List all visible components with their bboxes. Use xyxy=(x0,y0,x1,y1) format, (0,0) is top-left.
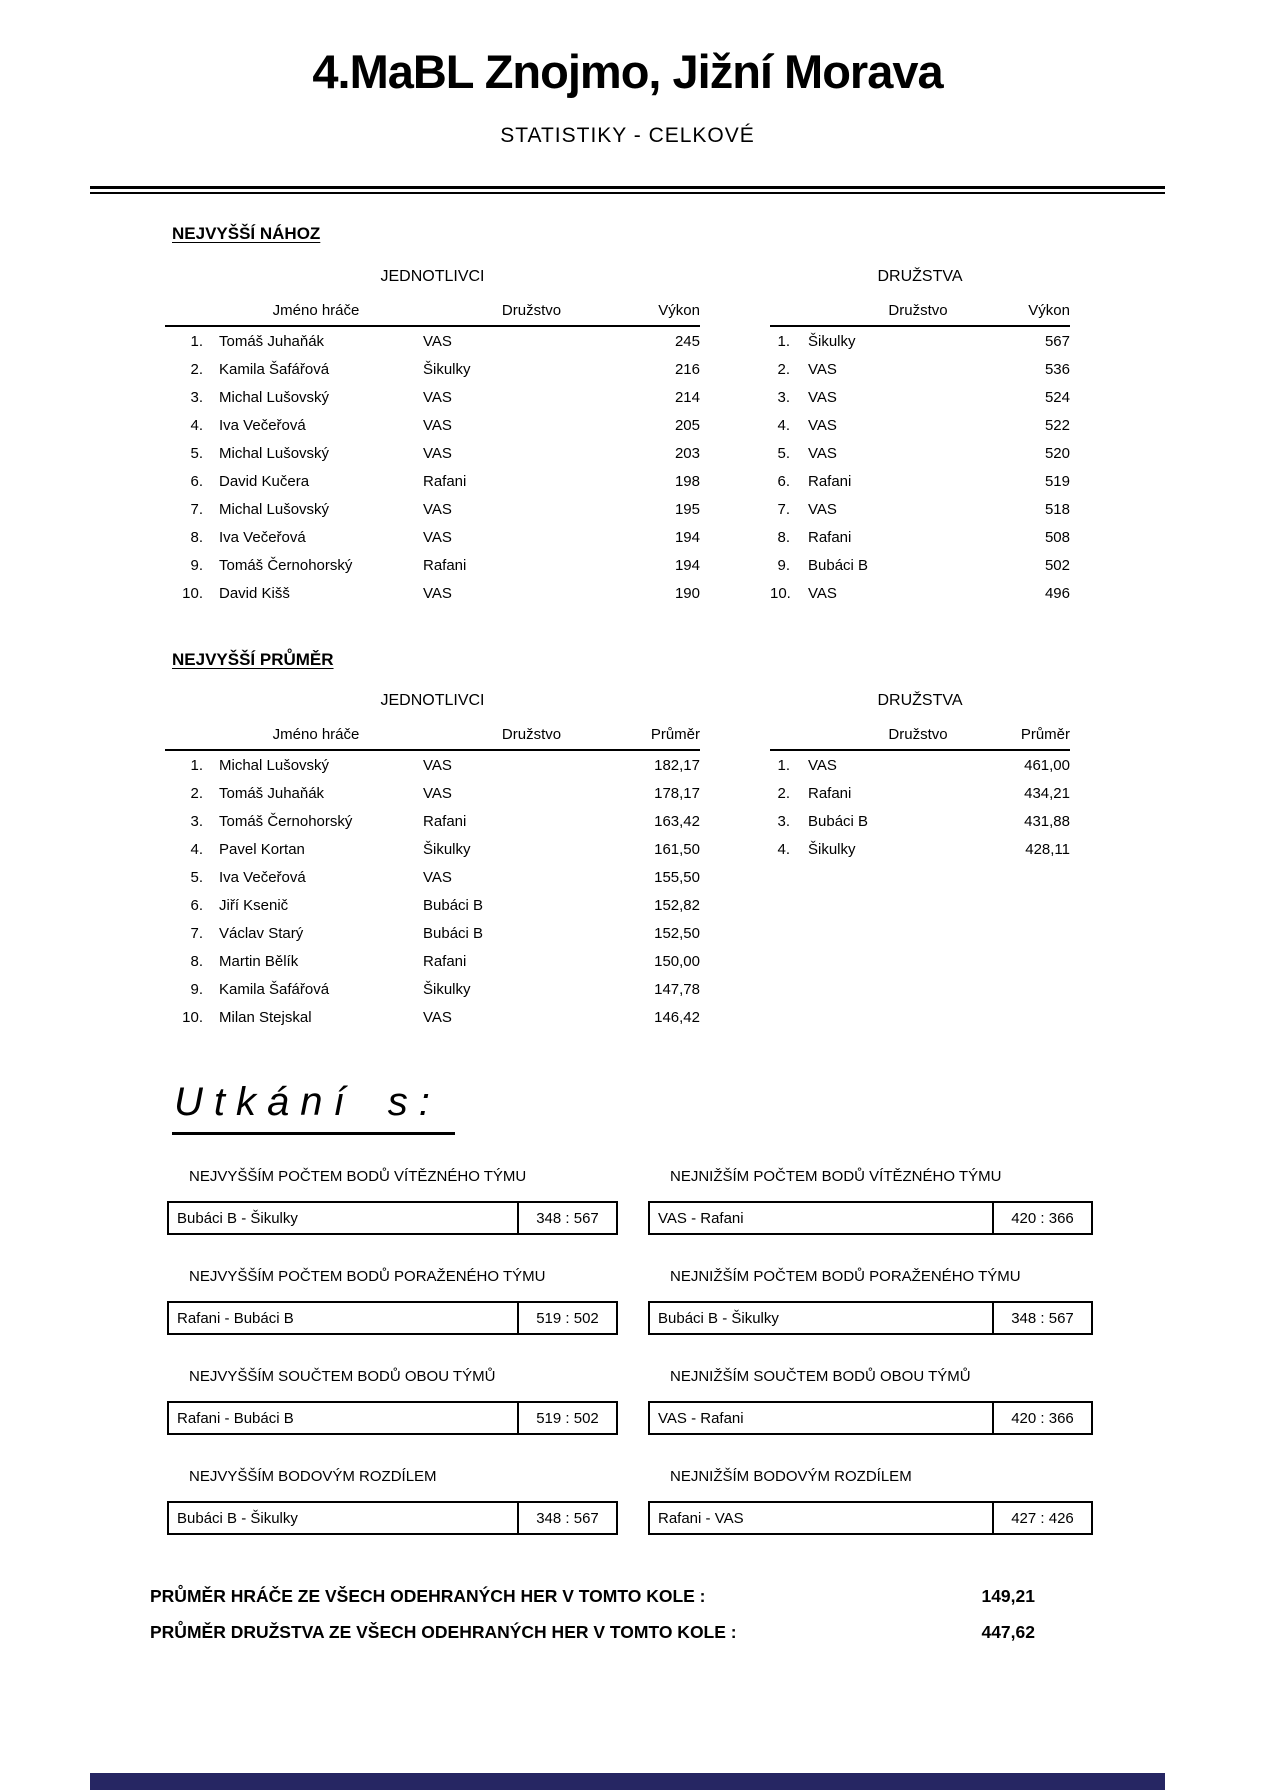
table-title-teams: DRUŽSTVA xyxy=(877,692,963,709)
table-row xyxy=(165,439,700,467)
team-cell: Rafani xyxy=(423,952,467,970)
column-header-player: Jméno hráče xyxy=(272,302,360,319)
rank-cell: 4. xyxy=(190,416,203,434)
match-stat-label: NEJNIŽŠÍM POČTEM BODŮ VÍTĚZNÉHO TÝMU xyxy=(670,1168,1002,1185)
column-header-value: Výkon xyxy=(1028,302,1070,319)
match-box xyxy=(648,1501,1093,1535)
match-stat-item xyxy=(167,1268,618,1368)
value-cell: 147,78 xyxy=(654,980,700,998)
value-cell: 428,11 xyxy=(1025,840,1070,858)
match-teams: Rafani - VAS xyxy=(650,1503,994,1533)
rank-cell: 2. xyxy=(777,360,790,378)
table-row xyxy=(165,327,700,355)
rank-cell: 4. xyxy=(777,840,790,858)
player-name-cell: Iva Večeřová xyxy=(219,416,306,434)
player-name-cell: Tomáš Černohorský xyxy=(219,812,353,830)
table-row xyxy=(165,1003,700,1031)
table-row xyxy=(770,835,1070,863)
match-score: 348 : 567 xyxy=(1011,1309,1074,1327)
column-header-team: Družstvo xyxy=(501,302,562,319)
player-name-cell: Michal Lušovský xyxy=(219,388,330,406)
team-cell: VAS xyxy=(423,756,452,774)
highest-average-individuals-table xyxy=(165,692,700,1031)
table-row xyxy=(770,439,1070,467)
section-heading-highest-throw: NEJVYŠŠÍ NÁHOZ xyxy=(172,224,321,243)
team-cell: VAS xyxy=(423,332,452,350)
team-cell: VAS xyxy=(423,500,452,518)
table-row xyxy=(165,891,700,919)
table-row xyxy=(165,807,700,835)
value-cell: 150,00 xyxy=(654,952,700,970)
rank-cell: 6. xyxy=(777,472,790,490)
value-cell: 178,17 xyxy=(654,784,700,802)
team-cell: Rafani xyxy=(808,528,852,546)
value-cell: 152,82 xyxy=(654,896,700,914)
team-cell: Šikulky xyxy=(808,332,856,350)
team-cell: Bubáci B xyxy=(808,812,869,830)
match-box xyxy=(648,1301,1093,1335)
match-box xyxy=(167,1301,618,1335)
rank-cell: 9. xyxy=(190,556,203,574)
rank-cell: 6. xyxy=(190,896,203,914)
matches-right-column xyxy=(648,1168,1093,1568)
rank-cell: 1. xyxy=(777,756,790,774)
team-cell: Šikulky xyxy=(423,840,471,858)
header-double-rule xyxy=(90,186,1165,194)
player-name-cell: Iva Večeřová xyxy=(219,528,306,546)
column-header-spacer xyxy=(165,726,209,743)
value-cell: 214 xyxy=(674,388,700,406)
column-header-value: Průměr xyxy=(650,726,700,743)
team-cell: VAS xyxy=(423,784,452,802)
rank-cell: 9. xyxy=(777,556,790,574)
table-row xyxy=(165,779,700,807)
match-score: 420 : 366 xyxy=(1011,1209,1074,1227)
rank-cell: 4. xyxy=(777,416,790,434)
table-header-row xyxy=(165,726,700,751)
match-stat-item xyxy=(167,1368,618,1468)
match-box xyxy=(648,1401,1093,1435)
team-cell: VAS xyxy=(423,388,452,406)
value-cell: 536 xyxy=(1044,360,1070,378)
highest-throw-individuals-table xyxy=(165,268,700,607)
rank-cell: 8. xyxy=(777,528,790,546)
match-stat-label: NEJNIŽŠÍM SOUČTEM BODŮ OBOU TÝMŮ xyxy=(670,1368,971,1385)
player-name-cell: Kamila Šafářová xyxy=(219,360,330,378)
match-teams: Bubáci B - Šikulky xyxy=(650,1303,994,1333)
match-stat-item xyxy=(648,1268,1093,1368)
match-teams: VAS - Rafani xyxy=(650,1203,994,1233)
table-row xyxy=(770,355,1070,383)
matches-left-column xyxy=(167,1168,618,1568)
summary-line-team-average xyxy=(150,1622,1035,1643)
rank-cell: 1. xyxy=(777,332,790,350)
team-cell: VAS xyxy=(808,584,837,602)
team-cell: Šikulky xyxy=(423,980,471,998)
value-cell: 520 xyxy=(1044,444,1070,462)
value-cell: 155,50 xyxy=(654,868,700,886)
table-row xyxy=(770,327,1070,355)
rank-cell: 3. xyxy=(190,812,203,830)
match-stat-item xyxy=(648,1368,1093,1468)
rank-cell: 2. xyxy=(190,360,203,378)
player-name-cell: David Kišš xyxy=(219,584,290,602)
highest-average-teams-table xyxy=(770,692,1070,863)
value-cell: 434,21 xyxy=(1024,784,1070,802)
team-cell: Rafani xyxy=(808,472,852,490)
page-title: 4.MaBL Znojmo, Jižní Morava xyxy=(312,45,943,98)
team-cell: VAS xyxy=(423,416,452,434)
team-cell: VAS xyxy=(423,444,452,462)
player-name-cell: Tomáš Juhaňák xyxy=(219,784,325,802)
table-row xyxy=(770,411,1070,439)
value-cell: 195 xyxy=(674,500,700,518)
rank-cell: 6. xyxy=(190,472,203,490)
table-row xyxy=(165,383,700,411)
table-row xyxy=(165,947,700,975)
rank-cell: 3. xyxy=(777,812,790,830)
column-header-team: Družstvo xyxy=(501,726,562,743)
summary-label: PRŮMĚR DRUŽSTVA ZE VŠECH ODEHRANÝCH HER V TOMTO KOLE : xyxy=(150,1622,737,1642)
match-teams: VAS - Rafani xyxy=(650,1403,994,1433)
table-row xyxy=(165,467,700,495)
table-row xyxy=(770,467,1070,495)
summary-value: 447,62 xyxy=(981,1622,1035,1642)
page-subtitle: STATISTIKY - CELKOVÉ xyxy=(500,124,755,147)
match-teams: Bubáci B - Šikulky xyxy=(169,1203,519,1233)
team-cell: VAS xyxy=(808,360,837,378)
table-row xyxy=(165,495,700,523)
rank-cell: 1. xyxy=(190,332,203,350)
player-name-cell: Michal Lušovský xyxy=(219,500,330,518)
match-teams: Rafani - Bubáci B xyxy=(169,1403,519,1433)
rank-cell: 7. xyxy=(777,500,790,518)
summary-value: 149,21 xyxy=(981,1586,1035,1606)
table-row xyxy=(165,751,700,779)
table-title-teams: DRUŽSTVA xyxy=(877,268,963,285)
section-heading-highest-average: NEJVYŠŠÍ PRŮMĚR xyxy=(172,650,334,669)
player-name-cell: Michal Lušovský xyxy=(219,444,330,462)
match-stat-item xyxy=(167,1168,618,1268)
rank-cell: 3. xyxy=(777,388,790,406)
value-cell: 518 xyxy=(1044,500,1070,518)
value-cell: 522 xyxy=(1044,416,1070,434)
player-name-cell: Tomáš Černohorský xyxy=(219,556,353,574)
player-name-cell: David Kučera xyxy=(219,472,310,490)
summary-line-player-average xyxy=(150,1586,1035,1607)
player-name-cell: Václav Starý xyxy=(219,924,304,942)
rank-cell: 5. xyxy=(190,444,203,462)
match-box xyxy=(167,1501,618,1535)
rank-cell: 1. xyxy=(190,756,203,774)
rank-cell: 9. xyxy=(190,980,203,998)
player-name-cell: Iva Večeřová xyxy=(219,868,306,886)
value-cell: 205 xyxy=(674,416,700,434)
team-cell: VAS xyxy=(423,528,452,546)
value-cell: 519 xyxy=(1044,472,1070,490)
column-header-spacer xyxy=(770,302,796,319)
team-cell: VAS xyxy=(423,868,452,886)
table-row xyxy=(165,863,700,891)
table-title-individuals: JEDNOTLIVCI xyxy=(380,268,485,285)
table-row xyxy=(165,355,700,383)
value-cell: 198 xyxy=(674,472,700,490)
match-score: 348 : 567 xyxy=(536,1209,599,1227)
column-header-spacer xyxy=(165,302,209,319)
table-row xyxy=(165,523,700,551)
table-row xyxy=(165,835,700,863)
column-header-team: Družstvo xyxy=(888,726,948,743)
match-stat-label: NEJVYŠŠÍM SOUČTEM BODŮ OBOU TÝMŮ xyxy=(189,1368,496,1385)
team-cell: VAS xyxy=(808,444,837,462)
table-row xyxy=(165,411,700,439)
rank-cell: 5. xyxy=(777,444,790,462)
team-cell: VAS xyxy=(808,756,837,774)
rank-cell: 8. xyxy=(190,952,203,970)
rank-cell: 2. xyxy=(777,784,790,802)
rank-cell: 10. xyxy=(182,584,203,602)
match-score: 420 : 366 xyxy=(1011,1409,1074,1427)
table-row xyxy=(770,551,1070,579)
match-teams: Rafani - Bubáci B xyxy=(169,1303,519,1333)
value-cell: 190 xyxy=(674,584,700,602)
value-cell: 152,50 xyxy=(654,924,700,942)
team-cell: Šikulky xyxy=(808,840,856,858)
table-row xyxy=(165,919,700,947)
table-row xyxy=(770,495,1070,523)
match-box xyxy=(167,1201,618,1235)
player-name-cell: Milan Stejskal xyxy=(219,1008,312,1026)
team-cell: Bubáci B xyxy=(808,556,869,574)
value-cell: 182,17 xyxy=(654,756,700,774)
table-header-row xyxy=(770,302,1070,327)
team-cell: Bubáci B xyxy=(423,924,484,942)
match-stat-item xyxy=(648,1168,1093,1268)
column-header-value: Průměr xyxy=(1020,726,1070,743)
table-row xyxy=(770,751,1070,779)
value-cell: 216 xyxy=(674,360,700,378)
table-row xyxy=(165,551,700,579)
player-name-cell: Martin Bělík xyxy=(219,952,299,970)
match-stat-label: NEJNIŽŠÍM BODOVÝM ROZDÍLEM xyxy=(670,1468,912,1485)
table-row xyxy=(770,383,1070,411)
match-stat-item xyxy=(648,1468,1093,1568)
rank-cell: 10. xyxy=(770,584,791,602)
team-cell: VAS xyxy=(808,500,837,518)
matches-section-heading: Utkání s: xyxy=(172,1080,455,1135)
team-cell: Rafani xyxy=(423,812,467,830)
team-cell: Rafani xyxy=(423,556,467,574)
rank-cell: 4. xyxy=(190,840,203,858)
match-teams: Bubáci B - Šikulky xyxy=(169,1503,519,1533)
match-score: 519 : 502 xyxy=(536,1309,599,1327)
player-name-cell: Pavel Kortan xyxy=(219,840,305,858)
player-name-cell: Tomáš Juhaňák xyxy=(219,332,325,350)
match-stat-item xyxy=(167,1468,618,1568)
rank-cell: 5. xyxy=(190,868,203,886)
bottom-divider-bar xyxy=(90,1773,1165,1790)
value-cell: 163,42 xyxy=(654,812,700,830)
match-score: 519 : 502 xyxy=(536,1409,599,1427)
team-cell: Bubáci B xyxy=(423,896,484,914)
value-cell: 194 xyxy=(674,556,700,574)
player-name-cell: Kamila Šafářová xyxy=(219,980,330,998)
value-cell: 161,50 xyxy=(654,840,700,858)
team-cell: Rafani xyxy=(808,784,852,802)
table-row xyxy=(165,579,700,607)
rank-cell: 3. xyxy=(190,388,203,406)
match-stat-label: NEJVYŠŠÍM POČTEM BODŮ PORAŽENÉHO TÝMU xyxy=(189,1268,546,1285)
table-row xyxy=(770,523,1070,551)
value-cell: 461,00 xyxy=(1024,756,1070,774)
value-cell: 502 xyxy=(1044,556,1070,574)
highest-throw-teams-table xyxy=(770,268,1070,607)
value-cell: 496 xyxy=(1044,584,1070,602)
value-cell: 524 xyxy=(1044,388,1070,406)
rank-cell: 8. xyxy=(190,528,203,546)
match-stat-label: NEJVYŠŠÍM BODOVÝM ROZDÍLEM xyxy=(189,1468,437,1485)
team-cell: VAS xyxy=(808,416,837,434)
team-cell: Šikulky xyxy=(423,360,471,378)
column-header-value: Výkon xyxy=(658,302,700,319)
table-header-row xyxy=(770,726,1070,751)
column-header-team: Družstvo xyxy=(888,302,948,319)
value-cell: 146,42 xyxy=(654,1008,700,1026)
player-name-cell: Michal Lušovský xyxy=(219,756,330,774)
rank-cell: 2. xyxy=(190,784,203,802)
value-cell: 194 xyxy=(674,528,700,546)
match-score: 427 : 426 xyxy=(1011,1509,1074,1527)
rank-cell: 10. xyxy=(182,1008,203,1026)
table-row xyxy=(770,779,1070,807)
match-stat-label: NEJVYŠŠÍM POČTEM BODŮ VÍTĚZNÉHO TÝMU xyxy=(189,1168,527,1185)
team-cell: VAS xyxy=(423,584,452,602)
value-cell: 567 xyxy=(1044,332,1070,350)
value-cell: 508 xyxy=(1044,528,1070,546)
table-header-row xyxy=(165,302,700,327)
column-header-spacer xyxy=(770,726,796,743)
match-box xyxy=(648,1201,1093,1235)
value-cell: 203 xyxy=(674,444,700,462)
table-row xyxy=(770,807,1070,835)
table-row xyxy=(770,579,1070,607)
player-name-cell: Jiří Ksenič xyxy=(219,896,289,914)
match-stat-label: NEJNIŽŠÍM POČTEM BODŮ PORAŽENÉHO TÝMU xyxy=(670,1268,1021,1285)
team-cell: VAS xyxy=(423,1008,452,1026)
value-cell: 431,88 xyxy=(1024,812,1070,830)
summary-label: PRŮMĚR HRÁČE ZE VŠECH ODEHRANÝCH HER V TOMTO KOLE : xyxy=(150,1586,706,1606)
match-box xyxy=(167,1401,618,1435)
team-cell: VAS xyxy=(808,388,837,406)
rank-cell: 7. xyxy=(190,924,203,942)
team-cell: Rafani xyxy=(423,472,467,490)
match-score: 348 : 567 xyxy=(536,1509,599,1527)
value-cell: 245 xyxy=(674,332,700,350)
table-title-individuals: JEDNOTLIVCI xyxy=(380,692,485,709)
rank-cell: 7. xyxy=(190,500,203,518)
table-row xyxy=(165,975,700,1003)
column-header-player: Jméno hráče xyxy=(272,726,360,743)
